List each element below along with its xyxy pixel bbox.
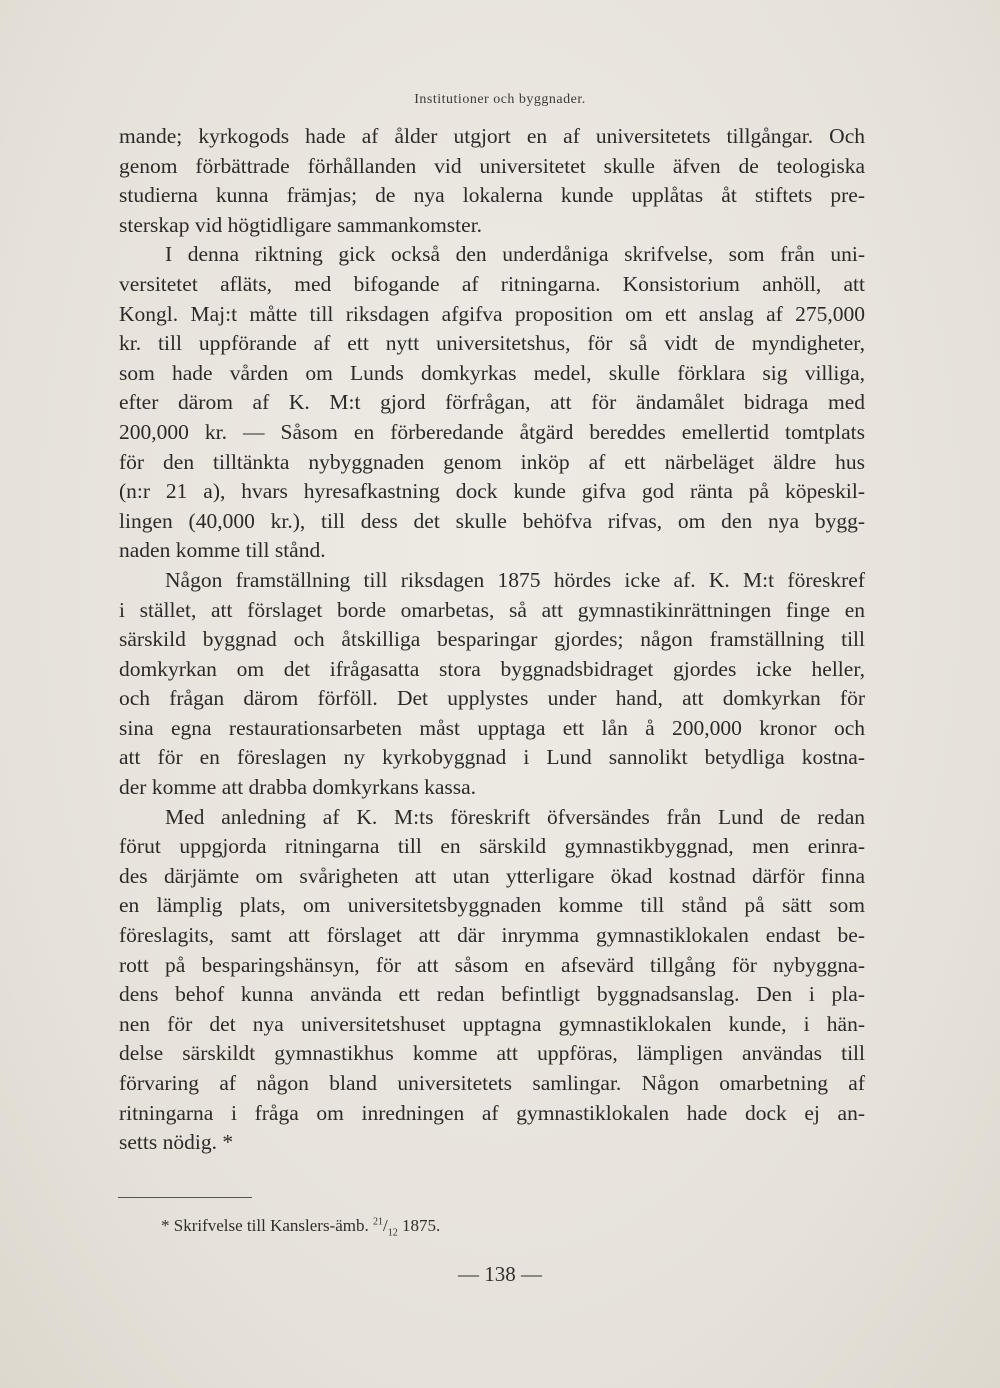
text-line: mande; kyrkogods hade af ålder utgjort en af universitetets tillgångar. Och	[119, 124, 865, 148]
paragraph-3	[119, 566, 865, 803]
footnote-text: Skrifvelse till Kanslers-ämb.	[173, 1216, 369, 1235]
footnote: * Skrifvelse till Kanslers-ämb. $^{21}/_{12}$ 1875.	[161, 1216, 441, 1239]
text-line: delse särskildt gymnastikhus komme att uppföras, lämpligen användas till	[119, 1041, 865, 1066]
text-line: rott på besparingshänsyn, för att såsom en afsevärd tillgång för nybyggna-	[119, 952, 865, 977]
footnote-divider	[118, 1197, 252, 1198]
text-line: kr. till uppförande af ett nytt universitetshus, för så vidt de myndigheter,	[119, 331, 865, 356]
text-line: Kongl. Maj:t måtte till riksdagen afgifva proposition om ett anslag af 275,000	[119, 301, 865, 326]
text-line: som hade vården om Lunds domkyrkas medel, skulle förklara sig villiga,	[119, 360, 865, 385]
text-line: der komme att drabba domkyrkans kassa.	[119, 775, 477, 800]
text-line: en lämplig plats, om universitetsbyggnaden komme till stånd på sätt som	[119, 893, 865, 918]
text-line: lingen (40,000 kr.), till dess det skulle behöfva rifvas, om den nya bygg-	[119, 508, 865, 533]
paragraph-4	[119, 803, 865, 1158]
text-line: des därjämte om svårigheten att utan ytterligare ökad kostnad därför finna	[119, 863, 865, 888]
text-line: att för en föreslagen ny kyrkobyggnad i Lund sannolikt betydliga kostna-	[119, 745, 865, 770]
footnote-date-day: 21	[373, 1216, 383, 1228]
text-line: Med anledning af K. M:ts föreskrift öfversändes från Lund de redan	[165, 804, 865, 829]
text-line: domkyrkan om det ifrågasatta stora byggnadsbidraget gjordes icke heller,	[119, 656, 865, 681]
text-line: dens behof kunna använda ett redan befintligt byggnadsanslag. Den i pla-	[119, 982, 865, 1007]
text-line: och frågan därom förföll. Det upplystes under hand, att domkyrkan för	[119, 686, 865, 711]
text-line: för den tilltänkta nybyggnaden genom inköp af ett närbeläget äldre hus	[119, 449, 865, 474]
text-line: versitetet afläts, med bifogande af ritningarna. Konsistorium anhöll, att	[119, 271, 865, 296]
footnote-marker: *	[161, 1216, 170, 1235]
text-line: sterskap vid högtidligare sammankomster.	[119, 212, 483, 237]
text-line: nen för det nya universitetshuset upptagna gymnastiklokalen kunde, i hän-	[119, 1011, 865, 1036]
text-line: Någon framställning till riksdagen 1875 hördes icke af. K. M:t föreskref	[165, 567, 865, 592]
text-line: förvaring af någon bland universitetets samlingar. Någon omarbetning af	[119, 1071, 865, 1095]
text-line: setts nödig. *	[119, 1130, 234, 1155]
text-line: efter därom af K. M:t gjord förfrågan, att för ändamålet bidraga med	[119, 390, 865, 415]
text-line: 200,000 kr. — Såsom en förberedande åtgärd bereddes emellertid tomtplats	[119, 419, 865, 444]
paragraph-1	[119, 122, 865, 240]
text-line: I denna riktning gick också den underdåniga skrifvelse, som från uni-	[165, 242, 865, 267]
page-number: — 138 —	[458, 1262, 542, 1286]
footnote-date-month: 12	[387, 1227, 398, 1239]
text-line: genom förbättrade förhållanden vid universitetet skulle äfven de teologiska	[119, 153, 865, 178]
running-header: Institutioner och byggnader.	[414, 92, 586, 107]
text-line: ritningarna i fråga om inredningen af gymnastiklokalen hade dock ej an-	[119, 1100, 865, 1125]
body-text	[119, 122, 865, 1158]
text-line: naden komme till stånd.	[119, 538, 326, 563]
text-line: förut uppgjorda ritningarna till en särskild gymnastikbyggnad, men erinra-	[119, 834, 865, 859]
paragraph-2	[119, 240, 865, 566]
text-line: sina egna restaurationsarbeten måst upptaga ett lån å 200,000 kronor och	[119, 715, 865, 740]
text-line: (n:r 21 a), hvars hyresafkastning dock kunde gifva god ränta på köpeskil-	[119, 479, 865, 504]
text-line: särskild byggnad och åtskilliga besparingar gjordes; någon framställning till	[119, 627, 865, 652]
text-line: i stället, att förslaget borde omarbetas, så att gymnastikinrättningen finge en	[119, 597, 865, 622]
text-line: föreslagits, samt att förslaget att där inrymma gymnastiklokalen endast be-	[119, 923, 865, 948]
text-line: studierna kunna främjas; de nya lokalerna kunde upplåtas åt stiftets pre-	[119, 183, 865, 208]
footnote-year: 1875.	[401, 1216, 441, 1235]
